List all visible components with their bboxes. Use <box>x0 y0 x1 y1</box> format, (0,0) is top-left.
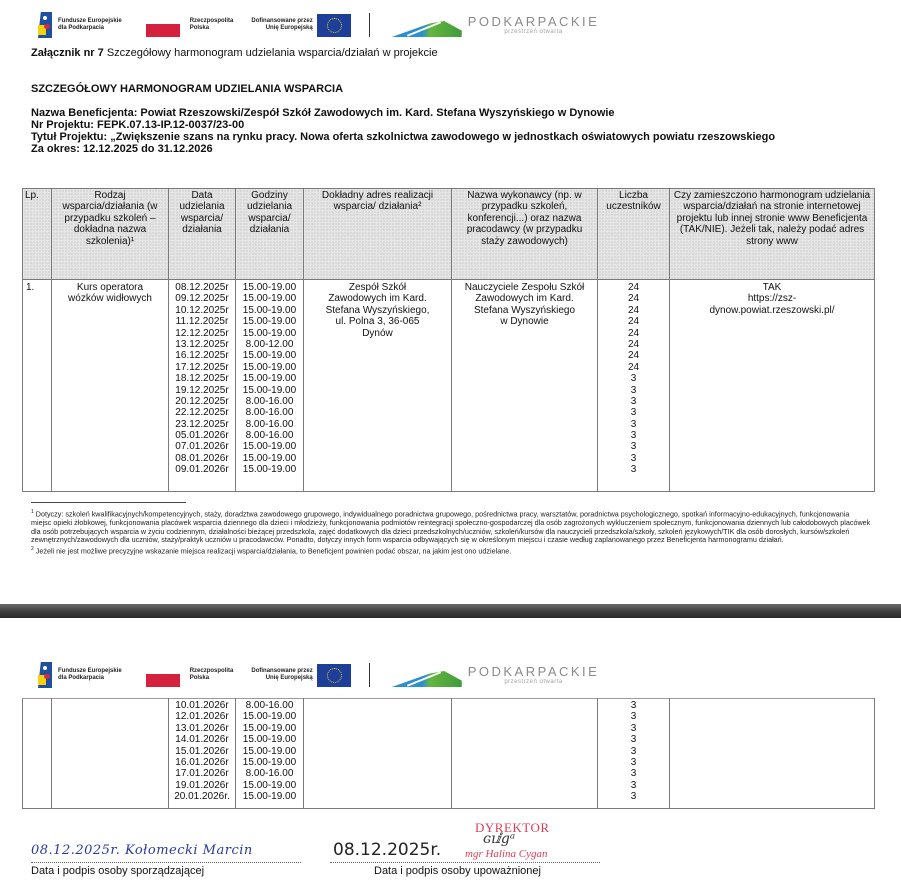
participant-count: 3 <box>630 452 637 464</box>
date-entry: 16.01.2026r <box>175 756 229 768</box>
header-date: Data udzielania wsparcia/ działania <box>169 189 236 280</box>
date-entry: 14.01.2026r <box>175 734 229 746</box>
cell-support-type <box>52 699 169 809</box>
hours-entry: 15.00-19.00 <box>242 722 297 734</box>
poland-flag-icon <box>146 674 180 687</box>
date-entry: 09.12.2025r <box>175 293 229 305</box>
date-entry: 13.12.2025r <box>175 338 229 350</box>
hours-entry: 15.00-19.00 <box>242 756 297 768</box>
cell-lp: 1. <box>23 280 52 492</box>
date-entry: 17.12.2025r <box>175 361 229 373</box>
logo-eu-text: Dofinansowane przez Unię Europejską <box>251 18 313 31</box>
cell-participants <box>598 699 670 809</box>
participant-count: 24 <box>627 361 640 373</box>
authorized-date: 08.12.2025r. <box>333 840 442 860</box>
logo-rzeczpospolita: Rzeczpospolita Polska <box>189 18 234 31</box>
hours-entry: 15.00-19.00 <box>242 791 297 803</box>
hours-entry: 15.00-19.00 <box>242 293 297 305</box>
table-header-row <box>23 189 875 280</box>
participant-count: 3 <box>630 407 637 419</box>
hours-entry: 15.00-19.00 <box>242 464 297 476</box>
date-entry: 19.01.2026r <box>175 779 229 791</box>
fe-flag-icon <box>38 662 52 688</box>
website-link[interactable]: dynow.powiat.rzeszowski.pl/ <box>709 304 835 316</box>
participant-count: 24 <box>627 304 640 316</box>
participant-count: 24 <box>627 350 640 362</box>
hours-entry: 8.00-16.00 <box>245 700 294 711</box>
eu-flag-icon <box>317 14 351 37</box>
participant-count: 3 <box>630 384 637 396</box>
participant-count: 3 <box>630 441 637 453</box>
header-website: Czy zamieszczono harmonogram udzielania wsparcia/działań na stronie internetowej projektu lub innej stronie www Beneficjenta (TAK/NIE). Jeżeli tak, należy podać adres strony www <box>670 189 875 280</box>
schedule-table <box>22 188 875 492</box>
participant-count: 24 <box>627 327 640 339</box>
hours-entry: 15.00-19.00 <box>242 316 297 328</box>
document-title: SZCZEGÓŁOWY HARMONOGRAM UDZIELANIA WSPARCIA <box>31 83 344 95</box>
authorized-label: Data i podpis osoby upoważnionej <box>374 865 541 877</box>
reporting-period: Za okres: 12.12.2025 do 31.12.2026 <box>31 143 213 155</box>
participant-count: 3 <box>630 722 637 734</box>
participant-count: 3 <box>630 779 637 791</box>
preparer-label: Data i podpis osoby sporządzającej <box>31 865 205 877</box>
project-title: Tytuł Projektu: „Zwiększenie szans na rynku pracy. Nowa oferta szkolnictwa zawodowego w jednostkach oświatowych powiatu rzeszowskiego <box>31 131 776 143</box>
signature-line-left <box>31 862 301 863</box>
podkarpackie-wave-icon <box>392 663 462 687</box>
hours-entry: 15.00-19.00 <box>242 327 297 339</box>
podkarpackie-wave-icon <box>392 13 462 37</box>
date-entry: 10.01.2026r <box>175 700 229 711</box>
table-row <box>23 280 875 492</box>
hours-entry: 8.00-16.00 <box>245 768 294 780</box>
participant-count: 24 <box>627 293 640 305</box>
participant-count: 24 <box>627 316 640 328</box>
hours-entry: 15.00-19.00 <box>242 350 297 362</box>
header-hours: Godziny udzielania wsparcia/ działania <box>236 189 304 280</box>
hours-entry: 8.00-16.00 <box>245 418 294 430</box>
beneficiary-name: Nazwa Beneficjenta: Powiat Rzeszowski/Zespół Szkół Zawodowych im. Kard. Stefana Wyszyńskiego w Dynowie <box>31 107 615 119</box>
footnote-divider <box>31 502 186 503</box>
hours-entry: 15.00-19.00 <box>242 384 297 396</box>
hours-entry: 15.00-19.00 <box>242 734 297 746</box>
director-signature: ɢıⅈ𝑔ᵃ <box>483 831 516 847</box>
schedule-table-continued <box>22 698 875 809</box>
participant-count: 3 <box>630 734 637 746</box>
logo-podkarpackie: PODKARPACKIE przestrzeń otwarta <box>392 663 600 687</box>
eu-flag-icon <box>317 664 351 687</box>
date-entry: 09.01.2026r <box>175 464 229 476</box>
date-entry: 05.01.2026r <box>175 430 229 442</box>
date-entry: 17.01.2026r <box>175 768 229 780</box>
date-entry: 07.01.2026r <box>175 441 229 453</box>
hours-entry: 15.00-19.00 <box>242 441 297 453</box>
preparer-signature: 08.12.2025r. Kołomecki Marcin <box>31 843 253 858</box>
participant-count: 3 <box>630 430 637 442</box>
cell-address: Zespół Szkół Zawodowych im Kard. Stefana Wyszyńskiego, ul. Polna 3, 36-065 Dynów <box>304 280 452 492</box>
date-entry: 10.12.2025r <box>175 304 229 316</box>
logo-podkarpackie: PODKARPACKIE przestrzeń otwarta <box>392 13 600 37</box>
fe-flag-icon <box>38 12 52 38</box>
poland-flag-icon <box>146 24 180 37</box>
participant-count: 3 <box>630 418 637 430</box>
cell-dates <box>169 280 236 492</box>
project-meta <box>31 107 775 155</box>
logo-eu-text: Dofinansowane przez Unię Europejską <box>251 668 313 681</box>
date-entry: 20.12.2025r <box>175 395 229 407</box>
hours-entry: 8.00-12.00 <box>245 338 294 350</box>
participant-count: 3 <box>630 745 637 757</box>
footnotes <box>31 508 871 556</box>
logo-separator <box>369 663 370 687</box>
page-break <box>0 604 901 618</box>
participant-count: 3 <box>630 700 637 711</box>
cell-hours <box>236 280 304 492</box>
participant-count: 3 <box>630 711 637 723</box>
participant-count: 3 <box>630 756 637 768</box>
cell-contractor <box>452 699 598 809</box>
logo-bar-page-2 <box>38 658 599 692</box>
hours-entry: 8.00-16.00 <box>245 407 294 419</box>
annex-heading: Załącznik nr 7 Szczegółowy harmonogram udzielania wsparcia/działań w projekcie <box>31 47 438 59</box>
cell-participants <box>598 280 670 492</box>
signature-section <box>0 838 901 882</box>
logo-rzeczpospolita: Rzeczpospolita Polska <box>189 668 234 681</box>
hours-entry: 15.00-19.00 <box>242 361 297 373</box>
hours-entry: 15.00-19.00 <box>242 745 297 757</box>
footnote-2: $^2$ Jeżeli nie jest możliwe precyzyjne wskazanie miejsca realizacji wsparcia/działania, to Beneficjent powinien podać obszar, na jakim jest ono udzielane. <box>31 545 512 556</box>
hours-entry: 8.00-16.00 <box>245 430 294 442</box>
hours-entry: 15.00-19.00 <box>242 711 297 723</box>
date-entry: 08.12.2025r <box>175 282 229 293</box>
date-entry: 18.12.2025r <box>175 373 229 385</box>
date-entry: 13.01.2026r <box>175 722 229 734</box>
participant-count: 3 <box>630 464 637 476</box>
header-contractor: Nazwa wykonawcy (np. w przypadku szkoleń, konferencji...) oraz nazwa pracodawcy (w przypadku staży zawodowych) <box>452 189 598 280</box>
cell-address <box>304 699 452 809</box>
date-entry: 19.12.2025r <box>175 384 229 396</box>
logo-fundusze-europejskie: Fundusze Europejskie dla Podkarpacia <box>38 662 122 688</box>
date-entry: 22.12.2025r <box>175 407 229 419</box>
logo-bar <box>38 8 599 42</box>
date-entry: 15.01.2026r <box>175 745 229 757</box>
footnote-1: $^1$ Dotyczy: szkoleń kwalifikacyjnych/kompetencyjnych, staży, doradztwa zawodowego grupowego, indywidualnego poradnictwa grupowego, pośrednictwa pracy, warsztatów, poradnictwa psychologicznego, spotkań informacyjno-edukacyjnych, funkcjonowania miejsc opieki żłobkowej, funkcjonowania placówek wsparcia dziennego dla dzieci i młodzieży, funkcjonowania podmiotów reintegracji społeczno-gospodarczej dla osób zagrożonych wykluczeniem społecznym, funkcjonowania dziennych lub całodobowych placówek dla osób potrzebujących wsparcia w życiu codziennym, działalności bieżącej przedszkola, zajęć dodatkowych dla dzieci przedszkolnych/uczniów, szkoleń/kursów dla nauczycieli przedszkola/szkoły, szkoleń językowych/TIK dla osób dorosłych, kursów/szkoleń zewnętrznych/zawodowych dla uczniów, staży/praktyk uczniów u pracodawców. Ponadto, dotyczy innych form wsparcia odbywających się w określonym miejscu i czasie według zaplanowanego przez Beneficjenta harmonogramu działań. <box>31 509 871 545</box>
date-entry: 16.12.2025r <box>175 350 229 362</box>
participant-count: 3 <box>630 373 637 385</box>
hours-entry: 8.00-16.00 <box>245 395 294 407</box>
date-entry: 08.01.2026r <box>175 452 229 464</box>
table-row <box>23 699 875 809</box>
hours-entry: 15.00-19.00 <box>242 373 297 385</box>
participant-count: 3 <box>630 768 637 780</box>
cell-website <box>670 699 875 809</box>
hours-entry: 15.00-19.00 <box>242 452 297 464</box>
date-entry: 20.01.2026r. <box>174 791 230 803</box>
header-lp: Lp. <box>23 189 52 280</box>
date-entry: 23.12.2025r <box>175 418 229 430</box>
cell-support-type: Kurs operatora wózków widłowych <box>52 280 169 492</box>
header-address: Dokładny adres realizacji wsparcia/ działania² <box>304 189 452 280</box>
participant-count: 3 <box>630 395 637 407</box>
signature-line-right <box>330 862 600 863</box>
participant-count: 3 <box>630 791 637 803</box>
participant-count: 24 <box>627 282 640 293</box>
logo-separator <box>369 13 370 37</box>
hours-entry: 15.00-19.00 <box>242 779 297 791</box>
cell-website: TAK https://zsz- dynow.powiat.rzeszowski.pl/ <box>670 280 875 492</box>
header-participants: Liczba uczestników <box>598 189 670 280</box>
cell-dates <box>169 699 236 809</box>
cell-lp <box>23 699 52 809</box>
participant-count: 24 <box>627 338 640 350</box>
hours-entry: 15.00-19.00 <box>242 282 297 293</box>
hours-entry: 15.00-19.00 <box>242 304 297 316</box>
date-entry: 12.12.2025r <box>175 327 229 339</box>
date-entry: 11.12.2025r <box>175 316 229 328</box>
date-entry: 12.01.2026r <box>175 711 229 723</box>
logo-fundusze-europejskie: Fundusze Europejskie dla Podkarpacia <box>38 12 122 38</box>
cell-contractor: Nauczyciele Zespołu Szkół Zawodowych im Kard. Stefana Wyszyńskiego w Dynowie <box>452 280 598 492</box>
header-support-type: Rodzaj wsparcia/działania (w przypadku szkoleń – dokładna nazwa szkolenia)¹ <box>52 189 169 280</box>
cell-hours <box>236 699 304 809</box>
project-number: Nr Projektu: FEPK.07.13-IP.12-0037/23-00 <box>31 119 245 131</box>
